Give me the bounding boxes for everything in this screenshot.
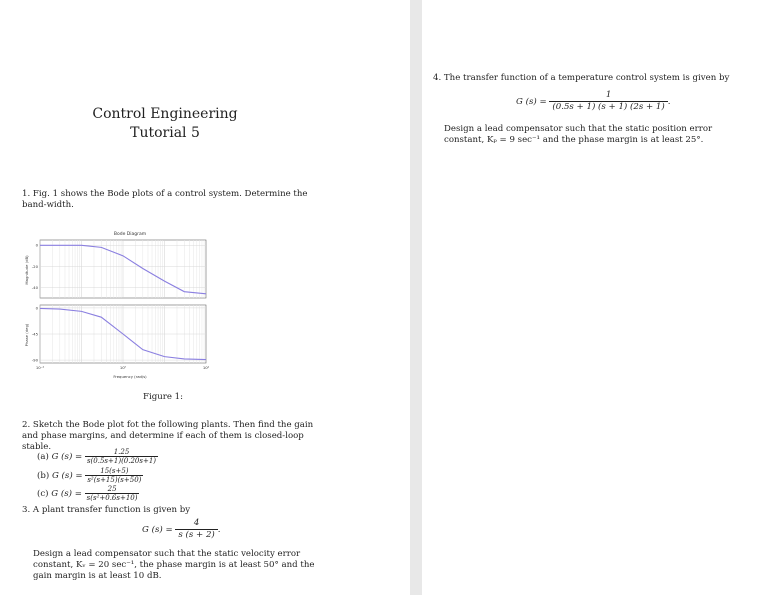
q4-equation: G (s) = $\frac{1}{(0.5s + 1) (s + 1) (2s + 1)}$ .: [516, 90, 671, 112]
doc-subtitle: Tutorial 5: [130, 125, 200, 141]
q2-item-a-den: s(0.5s+1)(0.20s+1): [86, 457, 157, 465]
q3-lhs: G (s) =: [142, 525, 173, 535]
mag-ytick-label: -40: [31, 284, 38, 290]
q2-item-a-lhs: G (s) =: [51, 452, 83, 462]
bode-ylabel-magnitude: Magnitude (dB): [24, 255, 29, 285]
mag-ytick-label: 0: [35, 242, 38, 248]
q4-num: 1: [549, 90, 667, 102]
question-2: 2. Sketch the Bode plot fot the following plants. Then find the gain and phase margins, and determine if each of them is closed-loop stable.: [22, 420, 314, 452]
q2-item-c-lhs: G (s) =: [51, 489, 82, 499]
phase-axes: [32, 305, 210, 370]
question-1: 1. Fig. 1 shows the Bode plots of a control system. Determine the band-width.: [22, 189, 308, 210]
phase-ytick-label: -45: [31, 331, 38, 337]
phase-xtick-label: 10⁰: [119, 365, 127, 370]
q4-design: Design a lead compensator such that the static position error constant, Kₚ = 9 sec⁻¹ and the phase margin is at least 25°.: [444, 124, 713, 145]
q2-item-a: [37, 448, 158, 465]
phase-xtick-label: 10²: [202, 365, 210, 370]
q2-item-a-label: (a): [37, 452, 49, 462]
doc-title: Control Engineering: [92, 106, 238, 122]
right-page: [422, 0, 761, 595]
question-3: 3. A plant transfer function is given by: [22, 505, 191, 515]
bode-ylabel-phase: Phase (deg): [24, 323, 29, 347]
q3-design: Design a lead compensator such that the static velocity error constant, Kᵥ = 20 sec⁻¹, the phase margin is at least 50° and the gain margin is at least 10 dB.: [33, 549, 315, 581]
q2-item-b-den: s²(s+15)(s+50): [87, 476, 142, 484]
mag-ytick-label: -20: [31, 263, 38, 269]
q2-item-b-num: 15(s+5): [85, 467, 143, 476]
figure-caption: Figure 1:: [143, 392, 184, 402]
phase-ytick-label: 0: [35, 305, 38, 311]
question-4: 4. The transfer function of a temperature control system is given by: [433, 73, 730, 83]
q2-item-c-label: (c): [37, 489, 49, 499]
bode-figure: [22, 222, 212, 382]
phase-ytick-label: -90: [31, 357, 38, 363]
q2-item-b-lhs: G (s) =: [51, 471, 83, 481]
q2-item-c: [37, 485, 139, 502]
q2-item-c-num: 25: [85, 485, 140, 494]
magnitude-axes: [32, 240, 206, 298]
q3-equation: G (s) = $\frac{4}{s (s + 2)}$ .: [142, 518, 221, 540]
page-gap: [410, 0, 422, 595]
bode-xlabel: Frequency (rad/s): [113, 374, 147, 379]
bode-title: Bode Diagram: [113, 232, 147, 237]
q2-item-b: [37, 467, 143, 484]
q4-lhs: G (s) =: [516, 97, 547, 107]
q2-item-c-den: s(s²+0.6s+10): [86, 494, 138, 502]
q4-den: (0.5s + 1) (s + 1) (2s + 1): [552, 102, 665, 112]
q2-item-a-num: 1.25: [85, 448, 158, 457]
q3-num: 4: [175, 518, 217, 530]
q2-item-b-label: (b): [37, 471, 50, 481]
phase-xtick-label: 10⁻²: [35, 365, 45, 370]
q3-den: s (s + 2): [178, 530, 215, 540]
